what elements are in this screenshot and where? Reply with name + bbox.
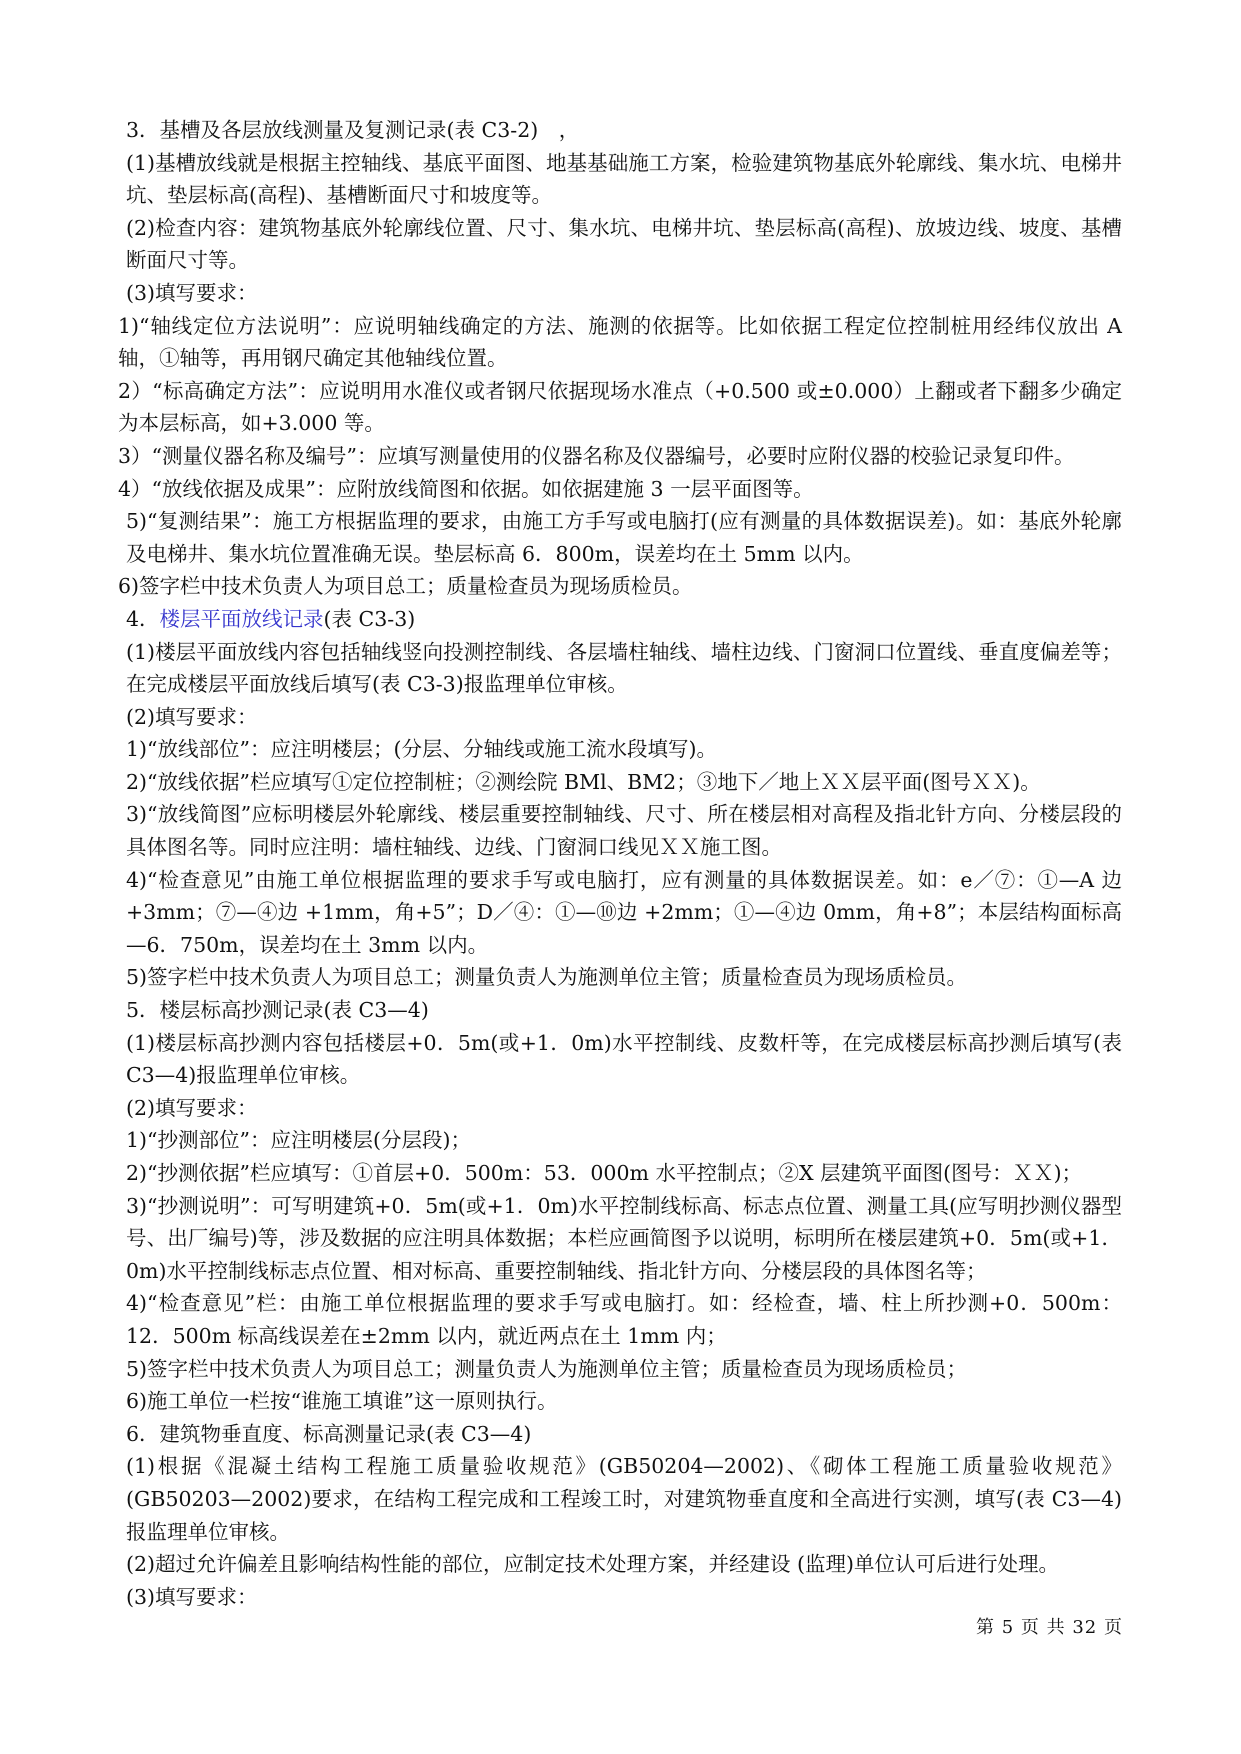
paragraph: 2)“抄测依据”栏应填写：①首层+0．500m：53．000m 水平控制点；②X 层建筑平面图(图号：ＸＸ)； xyxy=(126,1161,1083,1185)
paragraph: 3)“放线简图”应标明楼层外轮廓线、楼层重要控制轴线、尺寸、所在楼层相对高程及指北针方向、分楼层段的具体图名等。同时应注明：墙柱轴线、边线、门窗洞口线见ＸＸ施工图。 xyxy=(126,802,1122,860)
paragraph: 6)签字栏中技术负责人为项目总工；质量检查员为现场质检员。 xyxy=(118,574,693,599)
paragraph: (1)基槽放线就是根据主控轴线、基底平面图、地基基础施工方案，检验建筑物基底外轮廓线、集水坑、电梯井坑、垫层标高(高程)、基槽断面尺寸和坡度等。 xyxy=(126,150,1122,208)
paragraph: 5)签字栏中技术负责人为项目总工；测量负责人为施测单位主管；质量检查员为现场质检员； xyxy=(126,1356,968,1381)
paragraph: 2)“放线依据”栏应填写①定位控制桩；②测绘院 BMl、BM2；③地下／地上ＸＸ层平面(图号ＸＸ)。 xyxy=(126,769,1041,794)
section-4-link[interactable]: 楼层平面放线记录 xyxy=(159,606,324,631)
paragraph: (3)填写要求： xyxy=(126,280,258,305)
paragraph: 2）“标高确定方法”：应说明用水准仪或者钢尺依据现场水准点（+0.500 或±0.000）上翻或者下翻多少确定为本层标高，如+3.000 等。 xyxy=(118,378,1122,436)
section-4-heading xyxy=(118,603,1122,636)
paragraph: 3）“测量仪器名称及编号”：应填写测量使用的仪器名称及仪器编号，必要时应附仪器的校验记录复印件。 xyxy=(118,443,1075,468)
page-number-footer: 第 5 页 共 32 页 xyxy=(976,1617,1123,1638)
paragraph: 4）“放线依据及成果”：应附放线简图和依据。如依据建施 3 一层平面图等。 xyxy=(118,476,814,501)
paragraph: (2)超过允许偏差且影响结构性能的部位，应制定技术处理方案，并经建设 (监理)单位认可后进行处理。 xyxy=(126,1552,1060,1577)
paragraph: 5．楼层标高抄测记录(表 C3—4) xyxy=(126,998,429,1023)
paragraph: (1)根据《混凝土结构工程施工质量验收规范》(GB50204—2002)、《砌体工程施工质量验收规范》(GB50203—2002)要求，在结构工程完成和工程竣工时，对建筑物垂直度和全高进行实测，填写(表 C3—4)报监理单位审核。 xyxy=(126,1454,1122,1544)
paragraph: 4)“检查意见”由施工单位根据监理的要求手写或电脑打，应有测量的具体数据误差。如：e／⑦：①—A 边 +3mm；⑦—④边 +1mm，角+5”；D／④：①—⑩边 +2mm；①—④边 0mm，角+8”；本层结构面标高—6．750m，误差均在土 3mm 以内。 xyxy=(126,867,1122,957)
paragraph: (2)填写要求： xyxy=(126,1095,258,1120)
paragraph: 6．建筑物垂直度、标高测量记录(表 C3—4) xyxy=(126,1421,532,1446)
paragraph: (1)楼层标高抄测内容包括楼层+0．5m(或+1．0m)水平控制线、皮数杆等，在完成楼层标高抄测后填写(表 C3—4)报监理单位审核。 xyxy=(126,1030,1122,1088)
paragraph: (2)检查内容：建筑物基底外轮廓线位置、尺寸、集水坑、电梯井坑、垫层标高(高程)、放坡边线、坡度、基槽断面尺寸等。 xyxy=(126,215,1122,273)
document-body xyxy=(118,114,1122,1613)
paragraph: 4)“检查意见”栏：由施工单位根据监理的要求手写或电脑打。如：经检查，墙、柱上所抄测+0．500m：12．500m 标高线误差在±2mm 以内，就近两点在土 1mm 内； xyxy=(126,1291,1122,1348)
paragraph: (3)填写要求： xyxy=(126,1584,258,1609)
paragraph: 1)“抄测部位”：应注明楼层(分层段)； xyxy=(126,1128,471,1153)
paragraph: 5)签字栏中技术负责人为项目总工；测量负责人为施测单位主管；质量检查员为现场质检员。 xyxy=(126,965,968,990)
section-4-table-ref: (表 C3-3) xyxy=(323,606,416,631)
paragraph: 5)“复测结果”：施工方根据监理的要求，由施工方手写或电脑打(应有测量的具体数据误差)。如：基底外轮廓及电梯井、集水坑位置准确无误。垫层标高 6．800m，误差均在土 5mm 以内。 xyxy=(126,509,1122,566)
paragraph: 3)“抄测说明”：可写明建筑+0．5m(或+1．0m)水平控制线标高、标志点位置、测量工具(应写明抄测仪器型号、出厂编号)等，涉及数据的应注明具体数据；本栏应画简图予以说明，标明所在楼层建筑+0．5m(或+1．0m)水平控制线标志点位置、相对标高、重要控制轴线、指北针方向、分楼层段的具体图名等； xyxy=(126,1193,1122,1283)
paragraph: 1)“轴线定位方法说明”：应说明轴线确定的方法、施测的依据等。比如依据工程定位控制桩用经纬仪放出 A 轴，①轴等，再用钢尺确定其他轴线位置。 xyxy=(118,313,1122,371)
section-4-number: 4． xyxy=(126,606,160,631)
paragraph: (2)填写要求： xyxy=(126,704,258,729)
paragraph: 3．基槽及各层放线测量及复测记录(表 C3-2) ， xyxy=(126,118,580,142)
paragraph: 1)“放线部位”：应注明楼层；(分层、分轴线或施工流水段填写)。 xyxy=(126,737,717,762)
paragraph: (1)楼层平面放线内容包括轴线竖向投测控制线、各层墙柱轴线、墙柱边线、门窗洞口位置线、垂直度偏差等；在完成楼层平面放线后填写(表 C3-3)报监理单位审核。 xyxy=(126,639,1122,697)
paragraph-group-section3 xyxy=(118,114,1122,603)
paragraph: 6)施工单位一栏按“谁施工填谁”这一原则执行。 xyxy=(126,1389,558,1414)
paragraph-group-section4-6 xyxy=(118,636,1122,1614)
